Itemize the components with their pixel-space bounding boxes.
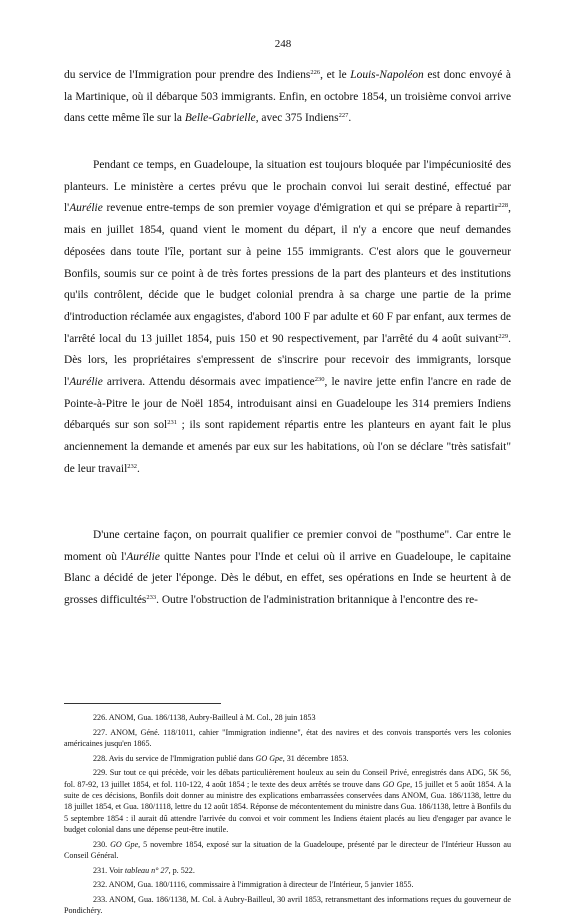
text-run: , 15 juillet et 5 août 1854. A la suite de ces décisions, Bonfils doit donner au ministre des explications embarrassées conservées dans ANOM, Gua. 186/1138, lettre du 18 juillet 1854, et Gua. 180/1118, lettre du 12 août 1854. Réponse de mécontentement du ministre dans Gua. 186/1138, lettre à Bonfils du 5 septembre 1854 : il aurait dû attendre l'arrivée du convoi et voir comment les Indiens étaient placés au lieu d'engager par avance le budget colonial dans une dépense peut-être inutile. [64, 779, 511, 834]
footnote-ref: 230 [314, 376, 325, 384]
text-run: 227. ANOM, Géné. 118/1011, cahier "Immigration indienne", état des navires et des convois transportés vers les colonies américaines jusqu'en 1865. [64, 727, 511, 748]
italic-text: Aurélie [69, 202, 103, 215]
text-run: , et le [320, 69, 351, 81]
text-run: 229. Sur tout ce qui précède, voir les débats particulièrement houleux au sein du Conseil Privé, enregistrés dans ADG, 5K 56, fol. 87-92, 13 juillet 1854, et fol. 110-122, 4 août 1854 ; le texte des deux arrêtés se trouve dans [64, 768, 511, 789]
text-run: est donc envoyé à la Martinique, où il débarque 503 immigrants. Enfin, en octobre 1854, un troisième convoi arrive dans cette même île sur la [64, 69, 511, 125]
footnote-ref: 231 [167, 419, 177, 427]
text-run: , 31 décembre 1853. [282, 753, 349, 763]
footnote [64, 894, 511, 917]
footnote [64, 839, 511, 862]
italic-text: tableau n° 27 [124, 865, 169, 875]
footnote-ref: 228 [498, 202, 509, 210]
footnote [64, 727, 511, 750]
text-run: D'une certaine façon, on pourrait qualifier ce premier convoi de "posthume". Car entre le moment où l' [64, 529, 511, 563]
text-run: , 5 novembre 1854, exposé sur la situation de la Guadeloupe, présenté par le directeur de l'Intérieur Husson au Conseil Général. [64, 839, 511, 860]
italic-text: GO Gpe [110, 839, 139, 849]
text-run: quitte Nantes pour l'Inde et celui où il arrive en Guadeloupe, le capitaine Blanc a décidé de jeter l'éponge. Dès le début, en effet, ses opérations en Inde se heurtent à de grosses difficultés [64, 550, 511, 607]
text-run: ; ils sont rapidement répartis entre les planteurs en ayant fait le plus anciennement la demande et amenés par eux sur les habitations, où l'on se déclare "très satisfait" de leur travail [64, 419, 511, 475]
text-run: 233. ANOM, Gua. 186/1138, M. Col. à Aubry-Bailleul, 30 avril 1853, retransmettant des informations reçues du gouverneur de Pondichéry. [64, 894, 511, 916]
page-number: 248 [274, 38, 292, 50]
body-paragraph [64, 525, 511, 612]
italic-text: Aurélie [69, 376, 103, 389]
text-run: 226. ANOM, Gua. 186/1138, Aubry-Bailleul à M. Col., 28 juin 1853 [93, 713, 316, 722]
text-run: 230. [93, 839, 111, 849]
italic-text: Belle-Gabrielle [184, 112, 256, 125]
text-run: . Outre l'obstruction de l'administration britannique à l'encontre des re- [156, 594, 478, 607]
body-paragraph [64, 155, 511, 481]
text-run: , mais en juillet 1854, quand vient le moment du départ, il n'y a encore que neuf demandes déposées dans toute l'île, portant sur à peine 155 immigrants. C'est alors que le gouverneur Bonfils, soumis sur ce point à de très fortes pressions de la part des planteurs et des institutions qu'ils contrôlent, décide que le budget colonial prendra à sa charge une partie de la prime d'introduction réclamée aux engagistes, d'abord 100 F par adulte et 60 F par enfant, aux termes de l'arrêté local du 13 juillet 1854, puis 150 et 90 respectivement, par l'arrêté du 4 août suivant [64, 202, 511, 345]
text-run: , le navire jette enfin l'ancre en rade de Pointe-à-Pitre le jour de Noël 1854, introduisant ainsi en Guadeloupe les 314 premiers Indiens débarqués sur son sol [64, 376, 512, 432]
footnote [64, 767, 511, 835]
text-run: du service de l'Immigration pour prendre des Indiens [64, 69, 311, 81]
text-run: . [348, 112, 352, 125]
italic-text: Louis-Napoléon [350, 69, 424, 81]
footnote-ref: 229 [498, 332, 509, 340]
footnote-divider [64, 703, 221, 704]
italic-text: Aurélie [126, 550, 160, 563]
footnote-ref: 232 [127, 462, 137, 470]
text-run: 231. Voir [93, 865, 125, 875]
footnote [64, 879, 511, 890]
italic-text: GO Gpe [382, 779, 411, 789]
footnotes-list [64, 712, 511, 920]
text-run: , p. 522. [168, 865, 195, 875]
text-run: . Dès lors, les propriétaires s'empressent de s'inscrire pour recevoir des immigrants, lorsque l' [64, 332, 511, 389]
footnote-ref: 226 [310, 69, 321, 76]
text-run: arrivera. Attendu désormais avec impatience [102, 376, 315, 389]
text-run: , avec 375 Indiens [255, 112, 339, 125]
text-run: . [137, 462, 140, 475]
text-run: Pendant ce temps, en Guadeloupe, la situation est toujours bloquée par l'impécuniosité des planteurs. Le ministère a certes prévu que le prochain convoi lui serait destiné, effectué par l' [64, 159, 511, 215]
footnote-ref: 233 [146, 594, 157, 602]
footnote [64, 712, 511, 723]
text-run: 232. ANOM, Gua. 180/1116, commissaire à l'immigration à directeur de l'Intérieur, 5 janvier 1855. [93, 880, 414, 890]
body-paragraph [64, 65, 511, 130]
footnote [64, 865, 511, 876]
footnote [64, 753, 511, 764]
text-run: revenue entre-temps de son premier voyage d'émigration et qui se prépare à repartir [102, 202, 499, 215]
italic-text: GO Gpe [255, 753, 283, 763]
text-run: 228. Avis du service de l'Immigration publié dans [93, 753, 256, 763]
footnote-ref: 227 [338, 112, 349, 120]
